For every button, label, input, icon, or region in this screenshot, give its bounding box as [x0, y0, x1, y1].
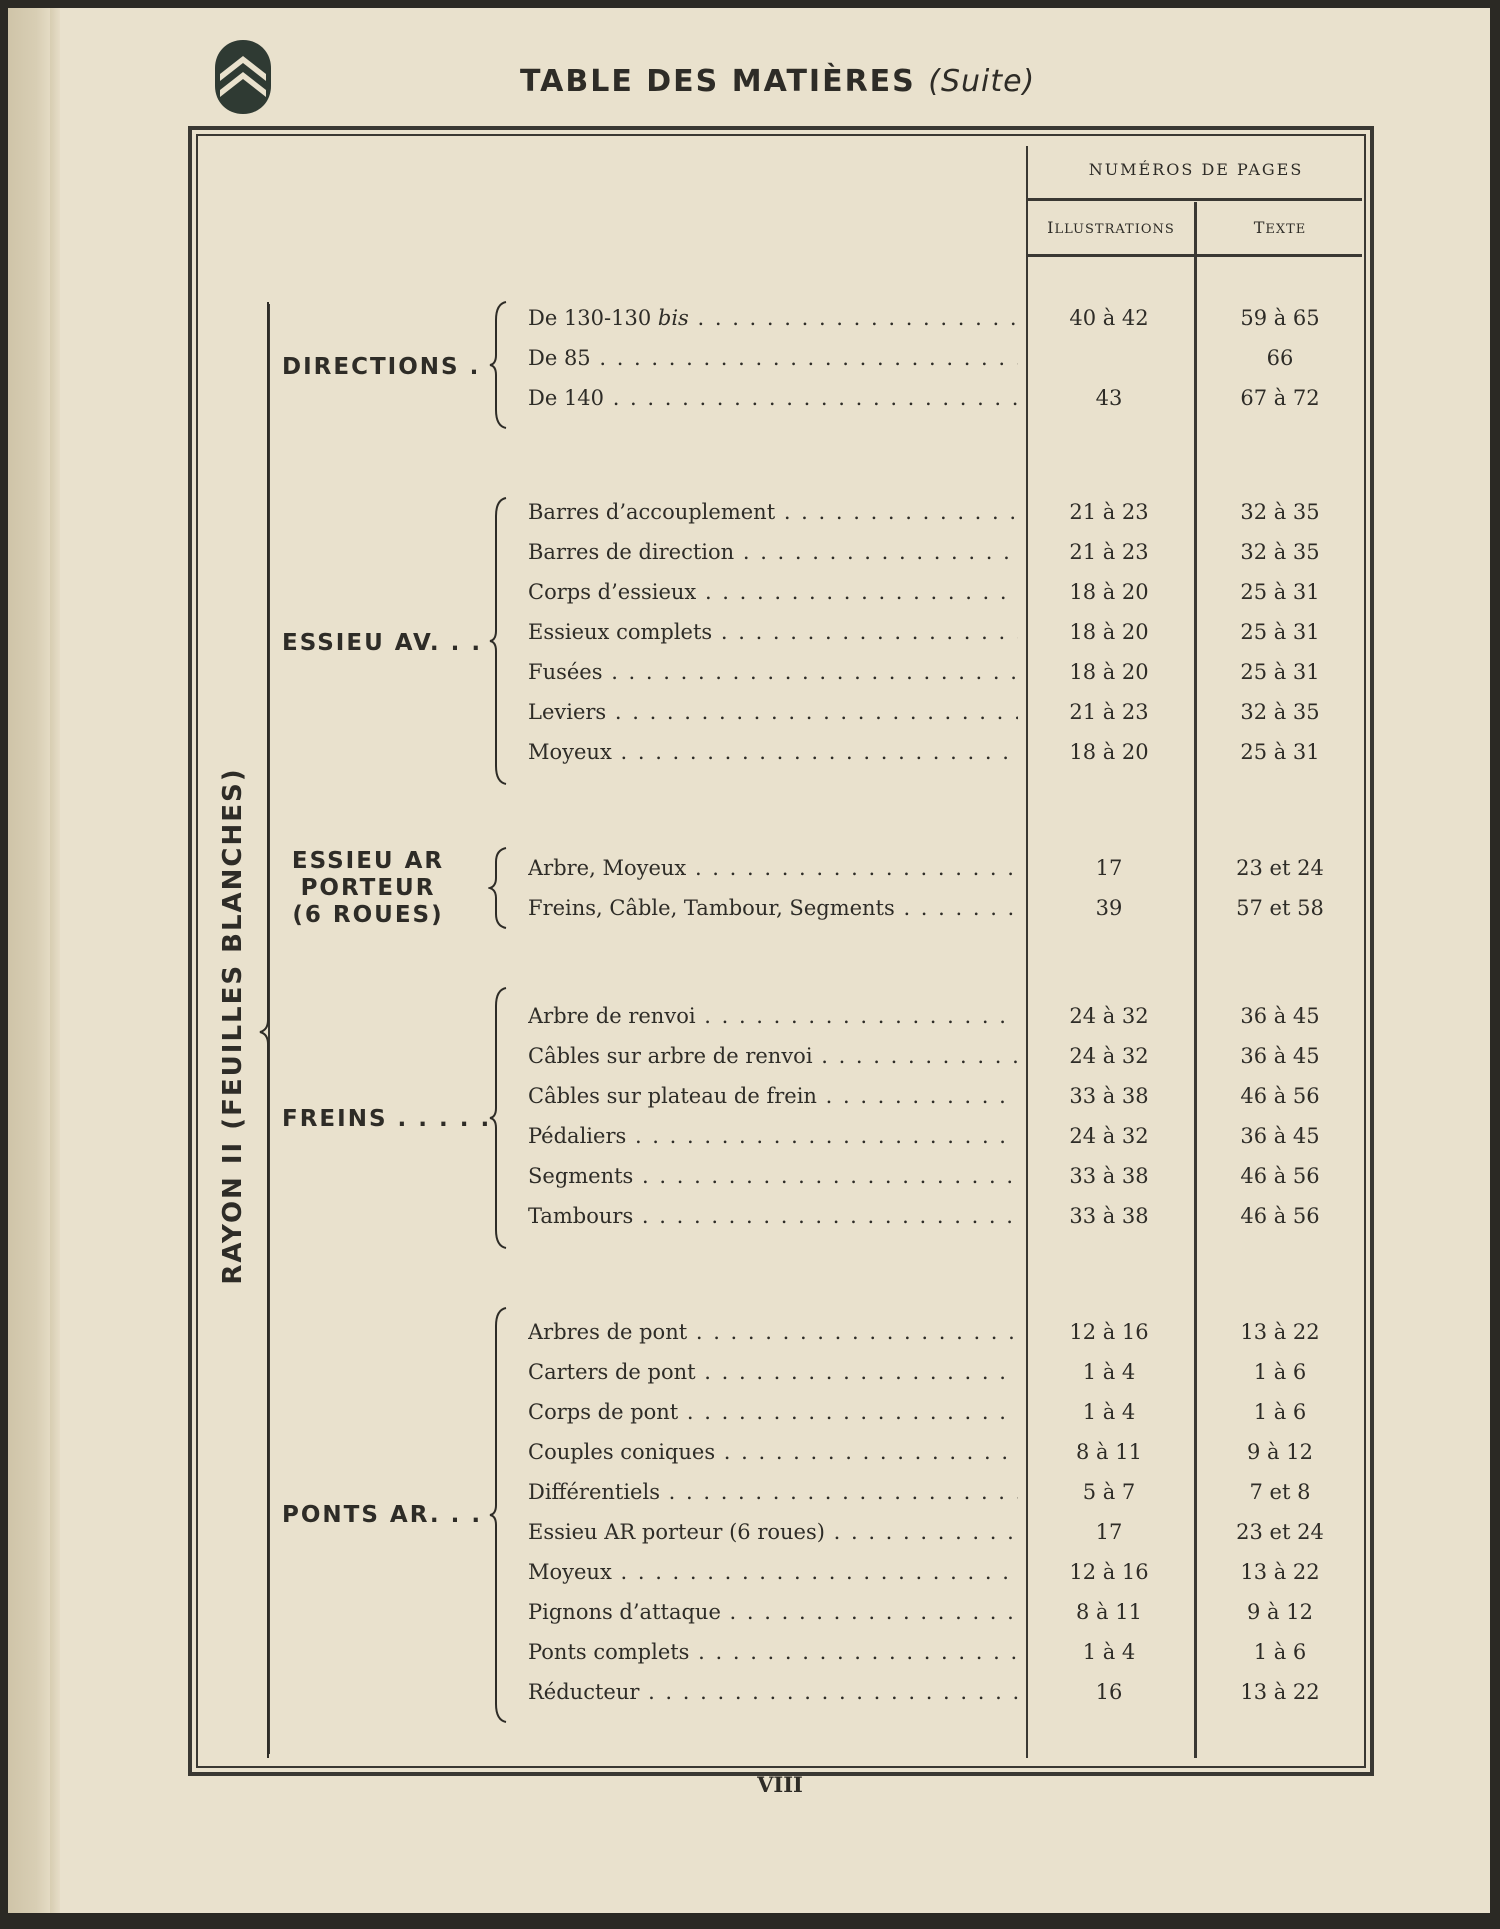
page-number: VIII — [757, 1772, 803, 1797]
row-illustrations: 8 à 11 — [1076, 1600, 1142, 1624]
header-rule-1 — [1028, 198, 1362, 201]
table-row — [528, 1552, 1378, 1592]
row-texte: 1 à 6 — [1253, 1400, 1307, 1424]
table-row — [528, 848, 1378, 888]
row-illustrations: 5 à 7 — [1082, 1480, 1136, 1504]
row-label: Corps d’essieux . . . — [528, 572, 1018, 612]
row-illustrations: 33 à 38 — [1069, 1204, 1149, 1228]
row-label: Réducteur . . . — [528, 1672, 1018, 1712]
row-illustrations: 18 à 20 — [1069, 620, 1149, 644]
row-label: Barres d’accouplement . . . — [528, 492, 1018, 532]
row-illustrations: 17 — [1095, 1520, 1123, 1544]
row-illustrations: 24 à 32 — [1069, 1004, 1149, 1028]
row-label: Essieux complets . . . — [528, 612, 1018, 652]
table-row — [528, 732, 1378, 772]
row-illustrations: 21 à 23 — [1069, 700, 1149, 724]
row-label: Pédaliers . . . — [528, 1116, 1018, 1156]
table-row — [528, 1352, 1378, 1392]
row-label: Barres de direction . . . — [528, 532, 1018, 572]
row-illustrations: 40 à 42 — [1069, 306, 1149, 330]
row-label: Arbres de pont . . . — [528, 1312, 1018, 1352]
group-essieu-av: ESSIEU AV. . . — [282, 630, 483, 656]
table-row — [528, 1632, 1378, 1672]
row-texte: 13 à 22 — [1240, 1560, 1320, 1584]
row-label: Arbre, Moyeux . . . — [528, 848, 1018, 888]
row-illustrations: 21 à 23 — [1069, 500, 1149, 524]
row-label: Arbre de renvoi . . . — [528, 996, 1018, 1036]
row-texte: 25 à 31 — [1240, 660, 1320, 684]
chevron-logo-icon — [212, 38, 274, 116]
title-suite: (Suite) — [928, 64, 1036, 99]
row-texte: 25 à 31 — [1240, 740, 1320, 764]
table-row — [528, 692, 1378, 732]
row-illustrations: 17 — [1095, 856, 1123, 880]
table-row — [528, 1116, 1378, 1156]
row-texte: 1 à 6 — [1253, 1640, 1307, 1664]
group-essieu-ar: ESSIEU AR PORTEUR (6 ROUES) — [291, 848, 445, 928]
row-texte: 46 à 56 — [1240, 1084, 1320, 1108]
row-illustrations: 1 à 4 — [1082, 1360, 1136, 1384]
table-row — [528, 1036, 1378, 1076]
row-illustrations: 33 à 38 — [1069, 1164, 1149, 1188]
row-illustrations: 12 à 16 — [1069, 1320, 1149, 1344]
row-illustrations: 21 à 23 — [1069, 540, 1149, 564]
row-texte: 36 à 45 — [1240, 1124, 1320, 1148]
row-label: De 85 . . . — [528, 338, 1018, 378]
row-texte: 32 à 35 — [1240, 500, 1320, 524]
row-illustrations: 12 à 16 — [1069, 1560, 1149, 1584]
table-row — [528, 378, 1378, 418]
row-texte: 7 et 8 — [1249, 1480, 1311, 1504]
row-label: De 130-130 bis . . . — [528, 298, 1018, 338]
table-row — [528, 612, 1378, 652]
row-texte: 46 à 56 — [1240, 1164, 1320, 1188]
table-row — [528, 1592, 1378, 1632]
brace-freins — [488, 986, 510, 1250]
table-row — [528, 1472, 1378, 1512]
row-label: Fusées . . . — [528, 652, 1018, 692]
group-freins: FREINS . . . . . — [282, 1106, 492, 1132]
header-illustrations: ILLUSTRATIONS — [1047, 218, 1175, 237]
row-illustrations: 43 — [1095, 386, 1123, 410]
table-row — [528, 532, 1378, 572]
row-illustrations: 1 à 4 — [1082, 1640, 1136, 1664]
row-label: Leviers . . . — [528, 692, 1018, 732]
row-texte: 25 à 31 — [1240, 620, 1320, 644]
row-label: Pignons d’attaque . . . — [528, 1592, 1018, 1632]
row-texte: 36 à 45 — [1240, 1004, 1320, 1028]
row-texte: 9 à 12 — [1247, 1440, 1313, 1464]
section-label-rayon: RAYON II (FEUILLES BLANCHES) — [218, 767, 248, 1285]
table-row — [528, 492, 1378, 532]
row-texte: 1 à 6 — [1253, 1360, 1307, 1384]
page-title — [520, 64, 1035, 99]
group-directions: DIRECTIONS . — [282, 354, 481, 380]
row-texte: 25 à 31 — [1240, 580, 1320, 604]
row-texte: 57 et 58 — [1236, 896, 1324, 920]
row-label: Différentiels . . . — [528, 1472, 1018, 1512]
row-texte: 23 et 24 — [1236, 1520, 1324, 1544]
row-texte: 67 à 72 — [1240, 386, 1320, 410]
row-texte: 32 à 35 — [1240, 700, 1320, 724]
row-texte: 32 à 35 — [1240, 540, 1320, 564]
page-edge-shadow — [50, 8, 60, 1913]
row-illustrations: 18 à 20 — [1069, 660, 1149, 684]
brace-essieu-av — [488, 496, 510, 786]
row-illustrations: 18 à 20 — [1069, 580, 1149, 604]
header-numeros-de-pages: NUMÉROS DE PAGES — [1088, 160, 1304, 179]
row-texte: 23 et 24 — [1236, 856, 1324, 880]
row-illustrations: 16 — [1095, 1680, 1123, 1704]
row-texte: 9 à 12 — [1247, 1600, 1313, 1624]
row-illustrations: 8 à 11 — [1076, 1440, 1142, 1464]
table-row — [528, 1432, 1378, 1472]
row-texte: 66 — [1266, 346, 1294, 370]
table-row — [528, 298, 1378, 338]
brace-rayon — [256, 300, 276, 1760]
row-label: Ponts complets . . . — [528, 1632, 1018, 1672]
table-row — [528, 1512, 1378, 1552]
table-row — [528, 652, 1378, 692]
table-row — [528, 1196, 1378, 1236]
row-label: Carters de pont . . . — [528, 1352, 1018, 1392]
row-illustrations: 24 à 32 — [1069, 1044, 1149, 1068]
row-texte: 46 à 56 — [1240, 1204, 1320, 1228]
group-ponts-ar: PONTS AR. . . — [282, 1502, 483, 1528]
row-texte: 13 à 22 — [1240, 1320, 1320, 1344]
brace-directions — [488, 300, 510, 430]
row-label: Couples coniques . . . — [528, 1432, 1018, 1472]
row-label: Moyeux . . . — [528, 732, 1018, 772]
table-row — [528, 1156, 1378, 1196]
row-illustrations: 24 à 32 — [1069, 1124, 1149, 1148]
row-illustrations: 39 — [1095, 896, 1123, 920]
row-texte: 59 à 65 — [1240, 306, 1320, 330]
brace-ponts-ar — [488, 1306, 510, 1724]
table-row — [528, 1076, 1378, 1116]
header-texte: TEXTE — [1253, 218, 1307, 237]
header-rule-2 — [1028, 254, 1362, 257]
row-label: Corps de pont . . . — [528, 1392, 1018, 1432]
title-text: TABLE DES MATIÈRES — [520, 64, 916, 99]
row-label: De 140 . . . — [528, 378, 1018, 418]
brace-essieu-ar — [488, 846, 510, 930]
row-illustrations: 33 à 38 — [1069, 1084, 1149, 1108]
row-texte: 13 à 22 — [1240, 1680, 1320, 1704]
table-row — [528, 888, 1378, 928]
table-row — [528, 338, 1378, 378]
row-label: Moyeux . . . — [528, 1552, 1018, 1592]
book-spine-edge — [8, 8, 50, 1913]
table-row — [528, 996, 1378, 1036]
row-texte: 36 à 45 — [1240, 1044, 1320, 1068]
row-illustrations: 1 à 4 — [1082, 1400, 1136, 1424]
row-label: Tambours . . . — [528, 1196, 1018, 1236]
row-label: Segments . . . — [528, 1156, 1018, 1196]
row-illustrations: 18 à 20 — [1069, 740, 1149, 764]
table-row — [528, 572, 1378, 612]
row-label: Câbles sur arbre de renvoi . . . — [528, 1036, 1018, 1076]
row-label: Freins, Câble, Tambour, Segments . . . — [528, 888, 1018, 928]
table-row — [528, 1672, 1378, 1712]
row-label: Essieu AR porteur (6 roues) . . . — [528, 1512, 1018, 1552]
table-row — [528, 1312, 1378, 1352]
table-row — [528, 1392, 1378, 1432]
row-label: Câbles sur plateau de frein . . . — [528, 1076, 1018, 1116]
